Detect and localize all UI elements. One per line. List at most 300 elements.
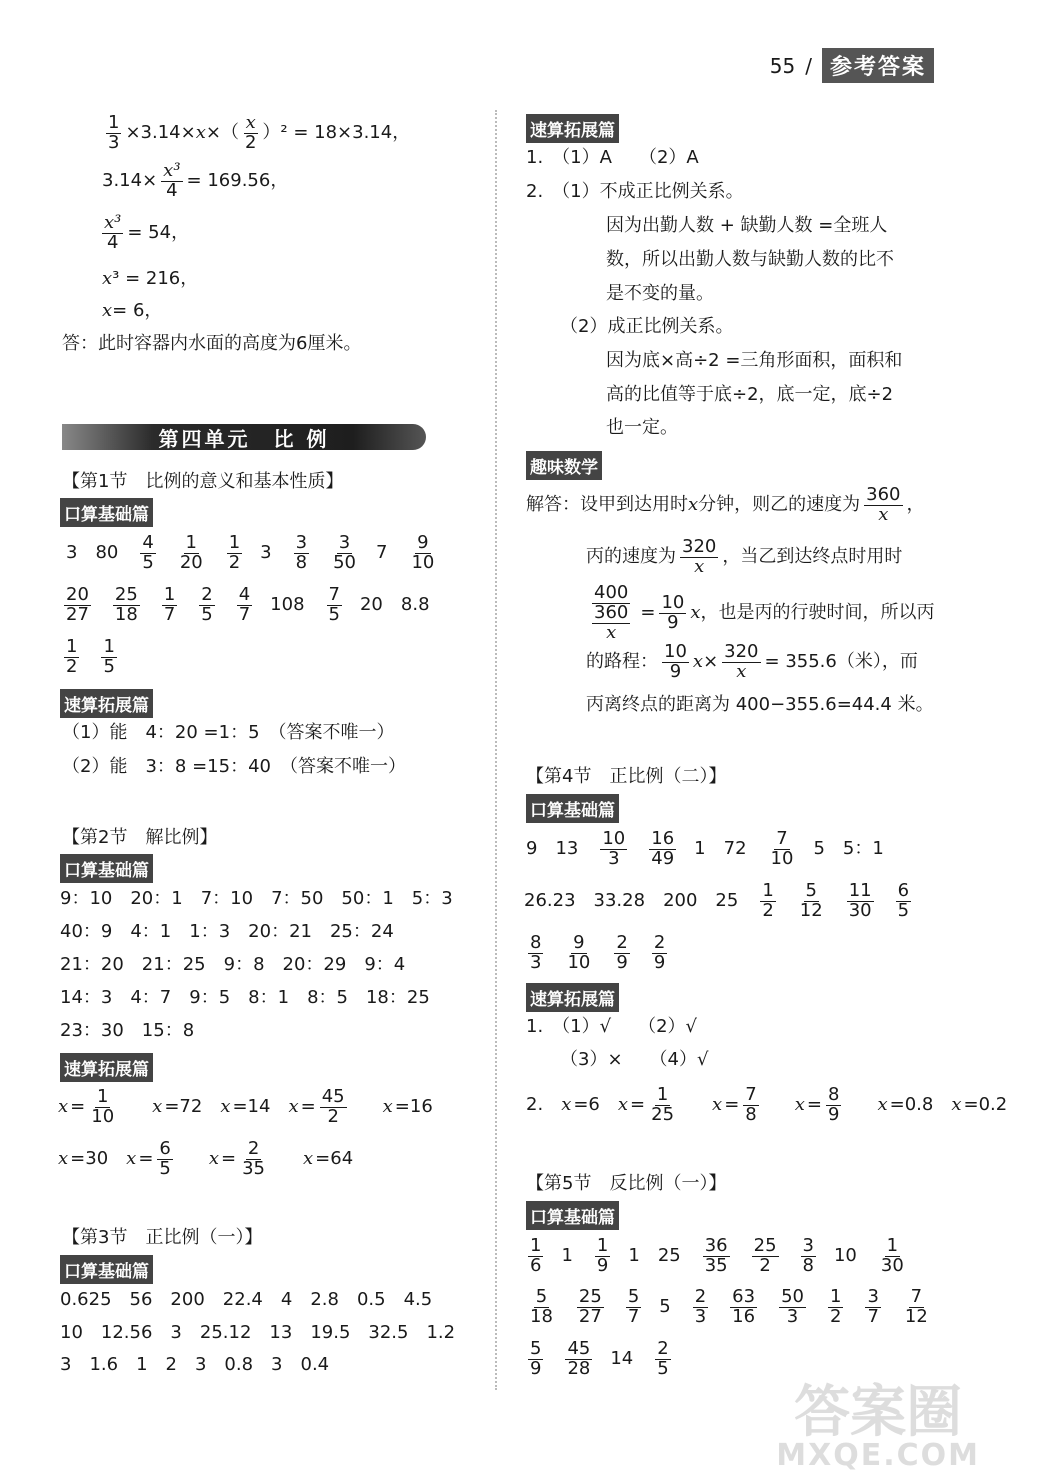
numerator: 4 [142,532,154,553]
fraction [294,534,309,573]
s2-row-4: 14：3 4：7 9：5 8：1 8：5 18：25 [60,987,430,1008]
s2-eq-row-1 [58,1088,451,1127]
calc-text: ×（ [205,122,239,144]
equation [383,1098,433,1116]
numerator: 25 [578,1286,602,1307]
answer-value: 5 [659,1296,671,1318]
fraction [626,1288,641,1327]
fraction [528,1340,543,1379]
q2-line-h: 也一定。 [606,417,678,438]
fraction [243,114,258,153]
s2-row-3: 21：20 21：25 9：8 20：29 9：4 [60,954,406,975]
variable-x: x [102,268,113,289]
calc-text: = 169.56， [186,170,289,192]
numerator: 2 [247,1138,260,1159]
page-number: 55 [769,53,796,78]
unit-banner: 第四单元 比 例 [62,424,426,450]
fraction [157,1140,172,1179]
fun-math-tag: 趣味数学 [526,451,602,480]
numerator: 1 [108,112,120,133]
numerator: 1 [66,636,78,657]
equation-value: = [724,1094,740,1116]
denominator: 2 [327,1105,339,1127]
fraction [102,214,123,253]
variable-x: x [58,1096,69,1118]
denominator: 50 [333,551,356,573]
denominator: 5 [657,1357,669,1379]
fraction [178,534,205,573]
variable-x: x [712,1094,723,1116]
denominator: 6 [530,1254,542,1276]
q2-line-d: 是不变的量。 [606,283,714,304]
fraction [101,638,116,677]
numerator: 10 [602,828,626,849]
denominator: 9 [616,951,628,973]
fun-line-1 [526,486,925,525]
calc-line-3 [98,214,189,253]
denominator: 12 [904,1305,928,1327]
denominator: 7 [163,603,176,625]
variable-x: x [102,300,113,321]
section-4-title: 【第4节 正比例（二）】 [526,766,727,787]
s4-row-3 [524,934,685,973]
equation [795,1086,860,1125]
numerator: 5 [805,880,817,901]
numerator: 2 [653,932,666,953]
numerator: 400 [594,582,629,603]
denominator: 10 [567,951,591,973]
fraction [199,586,214,625]
inner-fraction [592,601,630,643]
numerator: 5 [530,1338,542,1359]
s5-row-2 [524,1288,948,1327]
q2-line-b: 因为出勤人数 + 缺勤人数 =全班人 [606,215,888,236]
denominator: 10 [91,1105,115,1127]
numerator: x [245,112,256,133]
equation-value: =0.8 [889,1094,934,1116]
fun-text: ，当乙到达终点时用时 [722,546,903,568]
fraction [600,830,627,869]
denominator: 7 [627,1305,640,1327]
inner-denominator: x [606,621,617,643]
answer-value: 3 [66,542,78,564]
denominator: 3 [108,131,120,153]
fraction [409,534,436,573]
numerator: 320 [682,536,717,557]
fraction [659,591,686,633]
s2-row-2: 40：9 4：1 1：3 20：21 25：24 [60,921,394,942]
denominator [586,601,636,643]
fun-line-2 [586,538,902,577]
answer-value: 8.8 [400,594,430,616]
fraction [237,586,252,625]
section-1-basic-tag: 口算基础篇 [60,498,153,527]
numerator: 7 [745,1084,757,1105]
numerator: 2 [657,1338,669,1359]
fun-text: = [640,602,656,624]
fraction [161,162,182,201]
fraction [140,534,155,573]
equation-value: =6 [573,1094,600,1116]
numerator: 1 [829,1286,842,1307]
fraction [162,586,177,625]
denominator: 8 [295,551,308,573]
fun-text: 丙的速度为 [586,546,676,568]
fraction [680,538,718,577]
denominator: 2 [228,551,241,573]
calc-text: ³ = 216， [112,268,199,289]
variable-x: x [220,1096,231,1118]
fraction [528,1237,543,1276]
answer-value: 108 [270,594,305,616]
answer-key-title: 参考答案 [822,48,934,83]
numerator: 8 [530,932,542,953]
watermark [776,1380,980,1473]
fraction [106,114,121,153]
fraction [327,586,342,625]
fraction [826,1086,841,1125]
column-divider [495,110,497,1390]
variable-x: x [692,651,704,673]
denominator: 7 [867,1305,879,1327]
q2-line-e: （2）成正比例关系。 [560,316,734,337]
denominator: x [878,503,889,525]
calc-line-4 [102,270,198,288]
s4-eq-row [526,1086,1043,1125]
numerator: 1 [96,1086,109,1107]
numerator: 7 [910,1286,923,1307]
fraction [331,534,358,573]
variable-x: x [688,494,699,516]
numerator: 3 [802,1235,814,1256]
s5-row-3 [524,1340,689,1379]
fun-line-5: 丙离终点的距离为 400−355.6=44.4 米。 [586,694,934,715]
calc-text: ）² = 18×3.14， [262,122,411,144]
equation [303,1150,353,1168]
denominator: 9 [669,660,682,682]
equation [58,1150,108,1168]
numerator: 4 [238,584,251,605]
fun-text: ， [906,494,925,516]
q2-line-g: 高的比值等于底÷2，底一定，底÷2 [606,384,894,405]
numerator: 1 [163,584,176,605]
answer-value: 5 [813,838,825,860]
variable-x: x [690,602,701,624]
denominator: 20 [179,551,203,573]
numerator: 20 [66,584,89,605]
numerator: 7 [328,584,340,605]
denominator: 5 [897,899,910,921]
denominator: 3 [530,951,542,973]
fraction [320,1088,347,1127]
fraction [743,1086,758,1125]
answer-value: 26.23 [524,890,576,912]
denominator: 3 [694,1305,707,1327]
denominator: 12 [799,899,823,921]
watermark-url: MXQE.COM [776,1438,980,1473]
fraction [760,882,775,921]
section-2-extend-tag: 速算拓展篇 [60,1053,153,1082]
equation-value: = [138,1148,154,1170]
section-1-extend-tag: 速算拓展篇 [60,689,153,718]
denominator: 10 [411,551,435,573]
denominator: 9 [530,1357,542,1379]
answer-value: 200 [663,890,698,912]
numerator: 1 [228,532,241,553]
denominator: x [736,660,747,682]
numerator: 6 [897,880,910,901]
fun-line-3 [582,584,935,643]
equation-value: = [221,1148,237,1170]
numerator: 45 [567,1338,591,1359]
fraction [595,1237,610,1276]
numerator: 5 [535,1286,548,1307]
s2-row-5: 23：30 15：8 [60,1020,195,1041]
equation-value: = [806,1094,822,1116]
equation [561,1096,600,1114]
s5-row-1 [524,1237,924,1276]
numerator: 360 [866,484,901,505]
denominator: 2 [66,655,78,677]
s4-row-1 [526,830,902,869]
fraction [693,1288,708,1327]
denominator: 7 [238,603,251,625]
s3-row-1: 0.625 56 200 22.4 4 2.8 0.5 4.5 [60,1289,433,1310]
denominator: x [694,555,705,577]
variable-x: x [303,1148,314,1170]
denominator: 8 [802,1254,814,1276]
fraction [528,934,543,973]
fraction [649,1086,676,1125]
numerator: 45 [321,1086,345,1107]
fraction [113,586,140,625]
answer-value: 3 [260,542,272,564]
variable-x: x [877,1094,888,1116]
fun-text: × [703,651,719,673]
denominator: 9 [828,1103,840,1125]
fraction [662,643,689,682]
calc-line-5 [102,302,162,320]
fraction [565,934,592,973]
numerator: 1 [530,1235,542,1256]
s1-row-2 [60,586,448,625]
fun-text: 的路程： [586,651,658,673]
answer-value: 33.28 [593,890,646,912]
answer-value: 1 [561,1245,573,1267]
answer-value: 72 [723,838,747,860]
calc-text: = 6， [112,300,163,321]
equation [152,1098,202,1116]
answer-value: 20 [359,594,383,616]
numerator: 2 [694,1286,707,1307]
fraction [614,934,629,973]
section-2-basic-tag: 口算基础篇 [60,854,153,883]
question-number: 2. [526,1094,544,1116]
calc-line-1 [102,114,410,153]
numerator: 9 [417,532,429,553]
denominator: 8 [745,1103,757,1125]
denominator: 27 [578,1305,602,1327]
numerator: 16 [651,828,675,849]
answer-line: 答：此时容器内水面的高度为6厘米。 [62,333,362,354]
answer-value: 1 [628,1245,640,1267]
fraction [64,638,79,677]
variable-x: x [794,1094,805,1116]
variable-x: x [951,1094,962,1116]
extend-tag: 速算拓展篇 [526,114,619,143]
page-slash: / [805,53,812,78]
answer-value: 80 [95,542,119,564]
section-4-basic-tag: 口算基础篇 [526,794,619,823]
q1-line: 1. （1）A （2）A [526,147,699,168]
denominator: 49 [651,847,675,869]
answer-value: 9 [526,838,538,860]
numerator: 1 [886,1235,899,1256]
section-3-title: 【第3节 正比例（一）】 [62,1227,263,1248]
answer-value: 7 [375,542,388,564]
denominator: 3 [608,847,620,869]
fraction [528,1288,555,1327]
denominator: 9 [596,1254,609,1276]
denominator: 25 [651,1103,675,1125]
fraction [565,1340,592,1379]
answer-value: 25 [657,1245,681,1267]
fraction [828,1288,843,1327]
denominator: 5 [328,603,340,625]
numerator: 320 [724,641,759,662]
fun-text: = 355.6（米），而 [764,651,918,673]
numerator: 3 [295,532,308,553]
numerator: 1 [762,880,774,901]
numerator: 1 [103,636,115,657]
equation [712,1086,777,1125]
numerator: 25 [114,584,138,605]
q2-line-f: 因为底×高÷2 =三角形面积，面积和 [606,350,903,371]
fraction [896,882,911,921]
calc-text: 3.14× [102,170,158,192]
numerator: 1 [185,532,197,553]
section-4-extend-tag: 速算拓展篇 [526,983,619,1012]
q2-line-a: 2. （1）不成正比例关系。 [526,181,744,202]
numerator: 2 [616,932,628,953]
denominator: 5 [159,1157,171,1179]
numerator: 25 [753,1235,777,1256]
denominator: 9 [653,951,666,973]
answer-value: 13 [555,838,579,860]
fraction [798,882,825,921]
section-5-basic-tag: 口算基础篇 [526,1201,619,1230]
complex-fraction [586,584,636,643]
s2-row-1: 9：10 20：1 7：10 7：50 50：1 5：3 [60,888,453,909]
numerator: 2 [201,584,213,605]
answer-value: 25 [715,890,739,912]
numerator: 9 [573,932,585,953]
section-3-basic-tag: 口算基础篇 [60,1255,153,1284]
fraction [240,1140,267,1179]
fraction [649,830,676,869]
numerator: 1 [596,1235,609,1256]
variable-x: x [288,1096,299,1118]
equation-value: =30 [70,1148,109,1170]
denominator: 10 [770,847,794,869]
denominator: 18 [530,1305,553,1327]
denominator: 4 [106,231,119,253]
numerator: 1 [656,1084,669,1105]
fun-text: 解答：设甲到达用时 [526,494,688,516]
equation-value: =14 [232,1096,271,1118]
numerator: 8 [828,1084,840,1105]
fraction [577,1288,604,1327]
denominator: 2 [759,1254,771,1276]
fun-text: 分钟，则乙的速度为 [698,494,861,516]
denominator: 28 [567,1357,591,1379]
variable-x: x [195,122,206,144]
equation [209,1140,285,1179]
s4-eq-list [561,1086,1025,1125]
answer-value: 1 [694,838,706,860]
denominator: 35 [242,1157,266,1179]
calc-text: = 54， [127,222,190,244]
section-5-title: 【第5节 反比例（一）】 [526,1173,727,1194]
s1-row-3 [60,638,135,677]
variable-x: x [126,1148,137,1170]
variable-x: x [561,1094,572,1116]
equation-value: = [70,1096,86,1118]
variable-x: x [617,1094,629,1116]
s1-row-1 [66,534,454,573]
numerator: 10 [664,641,687,662]
numerator: 7 [776,828,788,849]
fraction [879,1237,906,1276]
fraction [652,934,667,973]
denominator: 35 [704,1254,728,1276]
denominator: 3 [786,1305,799,1327]
equation [877,1096,933,1114]
numerator: 63 [732,1286,756,1307]
denominator: 2 [244,131,257,153]
inner-numerator: 360 [594,601,629,623]
s2-eq-row-2 [58,1140,371,1179]
denominator: 5 [103,655,115,677]
numerator: 36 [704,1235,728,1256]
fraction [655,1340,670,1379]
s4-judge-1: 1. （1）√ （2）√ [526,1016,698,1037]
denominator: 2 [829,1305,842,1327]
fun-text: ，也是丙的行驶时间，所以丙 [700,602,935,624]
fraction [801,1237,816,1276]
fraction [864,486,902,525]
fraction [865,1288,880,1327]
equation [951,1096,1007,1114]
s4-row-2 [524,882,929,921]
numerator: 50 [781,1286,804,1307]
s4-judge-2: （3）× （4）√ [560,1049,709,1070]
answer-value: 10 [833,1245,857,1267]
s1-ext-1: （1）能 4：20 =1：5 （答案不唯一） [62,722,395,743]
numerator: 3 [338,532,351,553]
section-1-title: 【第1节 比例的意义和基本性质】 [62,471,344,492]
equation [618,1086,694,1125]
variable-x: x [58,1148,69,1170]
equation-value: = [630,1094,646,1116]
denominator: 16 [732,1305,756,1327]
denominator: 30 [848,899,872,921]
s3-row-3: 3 1.6 1 2 3 0.8 3 0.4 [60,1354,330,1375]
fraction [903,1288,930,1327]
s1-ext-2: （2）能 3：8 =15：40 （答案不唯一） [62,756,406,777]
denominator: 27 [66,603,89,625]
s3-row-2: 10 12.56 3 25.12 13 19.5 32.5 1.2 [60,1322,456,1343]
